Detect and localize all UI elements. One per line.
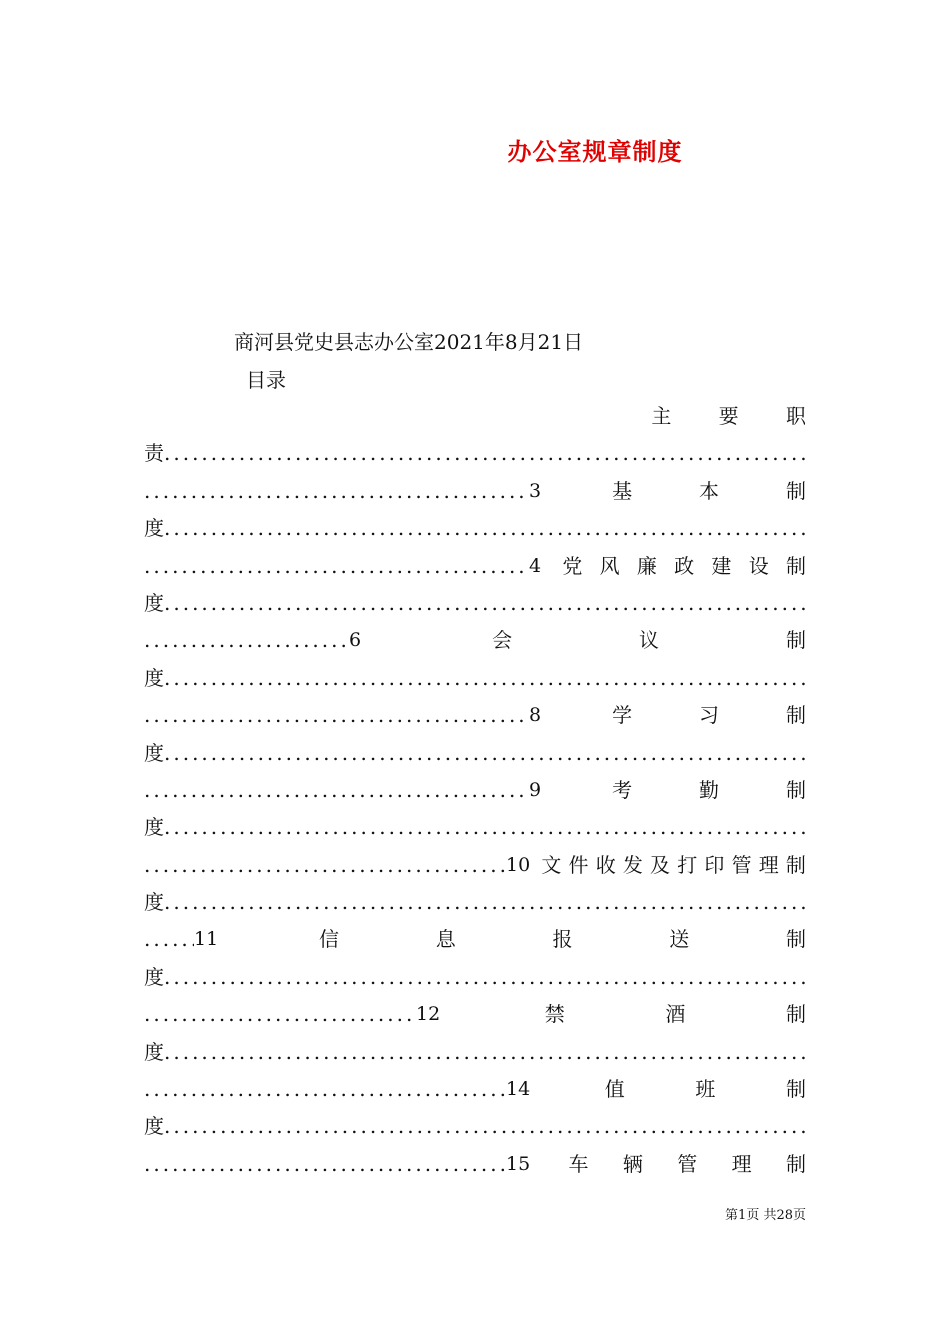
toc-line: [144, 1034, 806, 1071]
toc-page-number: 11: [194, 928, 219, 951]
toc-title-char: 酒: [665, 1002, 686, 1027]
dot-leader: [144, 622, 349, 659]
dot-leader: [144, 996, 416, 1033]
toc-line-head: 度: [144, 890, 164, 915]
toc-line: [144, 622, 806, 659]
toc-line: [144, 398, 806, 435]
toc-title-char: 议: [639, 628, 660, 653]
dot-leader: [144, 847, 506, 884]
toc-title-char: 制: [785, 927, 806, 952]
toc-title-char: 件: [568, 852, 589, 877]
dot-leader: [144, 1146, 506, 1183]
toc-title-char: 制: [785, 1077, 806, 1102]
toc-title-char: 值: [604, 1077, 625, 1102]
toc-title-char: 主: [651, 404, 672, 428]
toc-line: [144, 1146, 806, 1183]
toc-title-char: 印: [704, 852, 725, 877]
toc-title-char: 制: [785, 553, 806, 578]
toc-title-char: 制: [786, 628, 806, 653]
toc-line: [144, 510, 806, 547]
toc-page-number: 9: [529, 778, 542, 801]
toc-title-char: 习: [699, 703, 720, 728]
dot-leader: [164, 959, 806, 996]
toc-line: [144, 435, 806, 472]
toc-title-char: 禁: [544, 1002, 565, 1027]
dot-leader: [164, 884, 806, 921]
toc-line: [144, 884, 806, 921]
toc-title-char: 信: [318, 927, 339, 952]
toc-line-head: 度: [144, 665, 164, 690]
toc-line-head: 度: [144, 1114, 164, 1139]
dot-leader: [164, 1034, 806, 1071]
toc-line: [144, 1108, 806, 1145]
toc-line-head: 度: [144, 516, 164, 541]
dot-leader: [144, 1071, 506, 1108]
toc-title-char: 息: [435, 927, 456, 952]
toc-page-number: 6: [349, 629, 362, 652]
toc-line-head: 责: [144, 441, 164, 466]
toc-line: [144, 921, 806, 958]
toc-line-head: 度: [144, 740, 164, 765]
toc-page-number: 14: [506, 1078, 531, 1101]
toc-line: [144, 959, 806, 996]
toc-title-char: 制: [785, 1002, 806, 1027]
toc-title-char: 理: [758, 852, 779, 877]
dot-leader: [144, 697, 529, 734]
toc-line: [144, 847, 806, 884]
toc-page-number: 3: [529, 479, 542, 502]
dot-leader: [164, 735, 806, 772]
toc-line-head: 度: [144, 1039, 164, 1064]
toc-title-char: 送: [669, 927, 690, 952]
toc-title-char: 制: [785, 852, 806, 877]
toc-line-head: 度: [144, 964, 164, 989]
toc-page-number: 8: [529, 704, 542, 727]
toc-title-char: 要: [718, 404, 739, 428]
toc-title-char: 收: [595, 852, 616, 877]
toc-line: [144, 697, 806, 734]
toc-line: [144, 548, 806, 585]
page-footer: 第1页 共28页: [725, 1208, 806, 1223]
toc-title-char: 廉: [636, 553, 657, 578]
toc-title-char: 制: [785, 1151, 806, 1176]
toc-title-char: 设: [748, 553, 769, 578]
toc-line: [144, 735, 806, 772]
toc-title-char: 辆: [622, 1151, 643, 1176]
toc-title-char: 制: [786, 777, 806, 802]
toc-heading: 目录: [246, 368, 286, 392]
toc-title-char: 班: [695, 1077, 716, 1102]
toc-title-char: 本: [699, 478, 720, 503]
toc-page-number: 4: [529, 554, 542, 577]
toc-title-char: 会: [492, 628, 513, 653]
toc-title-char: 管: [677, 1151, 698, 1176]
toc-title-char: 车: [568, 1151, 589, 1176]
toc-title-char: 理: [731, 1151, 752, 1176]
toc-line: [144, 660, 806, 697]
toc-title-char: 制: [786, 703, 806, 728]
toc-title-char: 文: [541, 852, 562, 877]
dot-leader: [164, 585, 806, 622]
toc-title-char: 职: [785, 404, 806, 428]
toc-title-char: 风: [599, 553, 620, 578]
dot-leader: [164, 1108, 806, 1145]
toc-title-char: 基: [612, 478, 633, 503]
toc-line: [144, 772, 806, 809]
dot-leader: [164, 660, 806, 697]
toc-title-char: 制: [786, 478, 806, 503]
dot-leader: [164, 435, 806, 472]
dot-leader: [164, 809, 806, 846]
toc-page-number: 12: [416, 1003, 441, 1026]
toc-title-char: 学: [612, 703, 633, 728]
document-title: 办公室规章制度: [507, 138, 683, 166]
toc-line: [144, 996, 806, 1033]
toc-line: [144, 585, 806, 622]
toc-line-head: 度: [144, 590, 164, 615]
toc-line: [144, 473, 806, 510]
dot-leader: [164, 510, 806, 547]
office-date-line: 商河县党史县志办公室2021年8月21日: [234, 330, 584, 354]
toc-page-number: 15: [506, 1152, 531, 1175]
toc-title-char: 建: [711, 553, 732, 578]
dot-leader: [144, 772, 529, 809]
toc-title-char: 及: [650, 852, 671, 877]
toc-title-char: 管: [731, 852, 752, 877]
dot-leader: [144, 548, 529, 585]
toc-title-char: 发: [622, 852, 643, 877]
toc-title-char: 政: [674, 553, 695, 578]
dot-leader: [144, 473, 529, 510]
toc-page-number: 10: [506, 853, 531, 876]
toc-title-char: 报: [552, 927, 573, 952]
toc-line: [144, 1071, 806, 1108]
toc-title-char: 打: [677, 852, 698, 877]
table-of-contents: [144, 398, 806, 1183]
toc-line: [144, 809, 806, 846]
toc-title-char: 勤: [699, 777, 720, 802]
toc-title-char: 考: [612, 777, 633, 802]
dot-leader: [144, 921, 194, 958]
toc-line-head: 度: [144, 815, 164, 840]
toc-title-char: 党: [562, 553, 583, 578]
